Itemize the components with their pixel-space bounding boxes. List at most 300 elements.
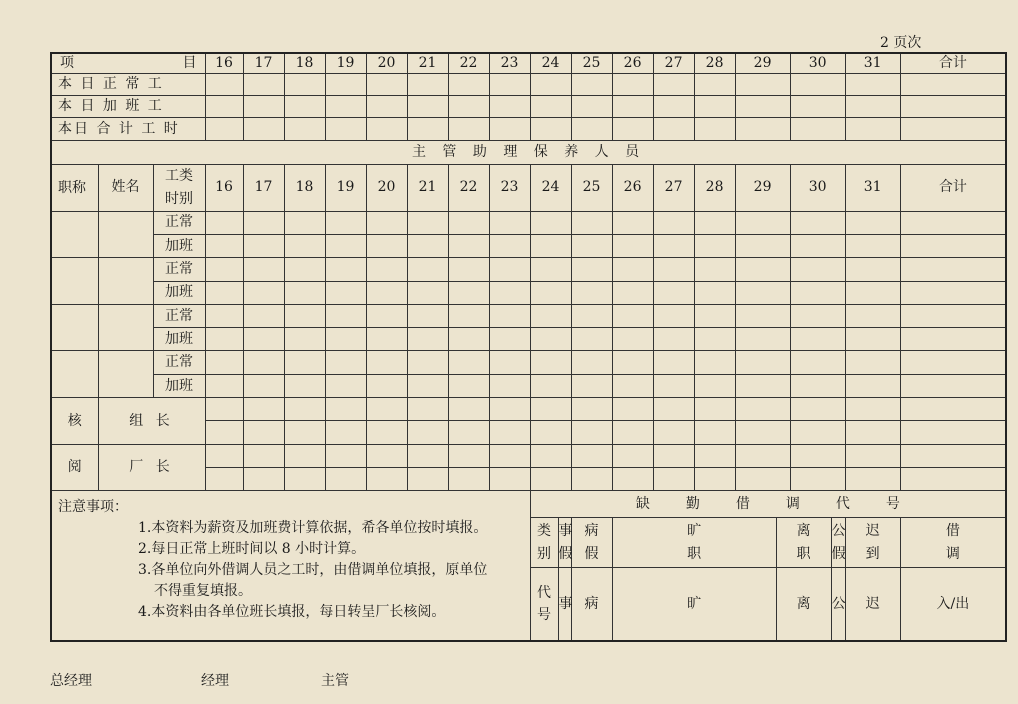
hour-cell[interactable]	[790, 351, 845, 374]
hour-cell[interactable]	[612, 304, 653, 327]
hour-cell[interactable]	[366, 374, 407, 397]
absence-code: 事	[558, 568, 571, 641]
hour-cell[interactable]	[325, 374, 366, 397]
hour-cell[interactable]	[325, 398, 366, 421]
hour-cell[interactable]	[325, 211, 366, 234]
hour-cell[interactable]	[571, 444, 612, 467]
hour-cell[interactable]	[530, 96, 571, 118]
hour-cell[interactable]	[366, 281, 407, 304]
hour-cell[interactable]	[489, 374, 530, 397]
hour-cell[interactable]	[243, 468, 284, 491]
title-header-text: 职称	[58, 179, 86, 196]
hour-cell[interactable]	[653, 234, 694, 257]
hour-cell[interactable]	[284, 468, 325, 491]
hour-cell[interactable]	[407, 421, 448, 444]
total-cell[interactable]	[900, 304, 1006, 327]
hour-cell[interactable]	[205, 96, 243, 118]
total-cell[interactable]	[900, 96, 1006, 118]
hour-cell[interactable]	[325, 281, 366, 304]
hour-cell[interactable]	[845, 96, 900, 118]
total-cell[interactable]	[900, 234, 1006, 257]
hour-cell[interactable]	[448, 328, 489, 351]
total-cell[interactable]	[900, 468, 1006, 491]
hour-cell[interactable]	[612, 374, 653, 397]
hour-cell[interactable]	[845, 258, 900, 281]
hour-cell[interactable]	[612, 398, 653, 421]
hour-cell[interactable]	[653, 444, 694, 467]
hour-cell[interactable]	[735, 444, 790, 467]
hour-cell[interactable]	[243, 73, 284, 95]
total-cell[interactable]	[900, 328, 1006, 351]
hour-cell[interactable]	[735, 304, 790, 327]
staff-name-cell[interactable]	[98, 258, 153, 305]
day-header-17: 17	[243, 164, 284, 211]
hour-cell[interactable]	[530, 304, 571, 327]
hour-cell[interactable]	[205, 118, 243, 140]
absence-code-top: 代	[537, 584, 552, 601]
hour-cell[interactable]	[243, 304, 284, 327]
summary-row	[51, 96, 1006, 118]
hour-cell[interactable]	[407, 234, 448, 257]
hour-cell[interactable]	[694, 398, 735, 421]
hour-cell[interactable]	[530, 118, 571, 140]
hour-cell[interactable]	[653, 118, 694, 140]
hour-cell[interactable]	[243, 281, 284, 304]
hour-cell[interactable]	[325, 258, 366, 281]
hour-cell[interactable]	[205, 281, 243, 304]
hour-cell[interactable]	[366, 118, 407, 140]
hour-cell[interactable]	[448, 468, 489, 491]
hour-cell[interactable]	[571, 468, 612, 491]
hour-cell[interactable]	[243, 211, 284, 234]
hour-cell[interactable]	[845, 444, 900, 467]
hour-cell[interactable]	[735, 398, 790, 421]
hour-cell[interactable]	[366, 73, 407, 95]
hour-type-label: 正常	[153, 211, 205, 234]
day-header-26: 26	[612, 164, 653, 211]
staff-name-cell[interactable]	[98, 351, 153, 398]
review-label-bottom: 阅	[51, 444, 98, 491]
hour-cell[interactable]	[284, 234, 325, 257]
hour-cell[interactable]	[653, 398, 694, 421]
hour-cell[interactable]	[205, 398, 243, 421]
notes-box	[51, 491, 530, 641]
hour-cell[interactable]	[653, 421, 694, 444]
total-cell[interactable]	[900, 118, 1006, 140]
hour-cell[interactable]	[612, 211, 653, 234]
hour-cell[interactable]	[407, 211, 448, 234]
hour-cell[interactable]	[489, 351, 530, 374]
hour-cell[interactable]	[530, 211, 571, 234]
hour-cell[interactable]	[243, 351, 284, 374]
staff-title-cell[interactable]	[51, 304, 98, 351]
absence-code: 病	[571, 568, 612, 641]
hour-cell[interactable]	[205, 444, 243, 467]
hour-cell[interactable]	[612, 258, 653, 281]
hour-cell[interactable]	[653, 328, 694, 351]
hour-cell[interactable]	[489, 304, 530, 327]
hour-cell[interactable]	[790, 304, 845, 327]
hour-cell[interactable]	[845, 234, 900, 257]
hour-cell[interactable]	[243, 328, 284, 351]
hour-cell[interactable]	[571, 374, 612, 397]
hour-cell[interactable]	[489, 96, 530, 118]
hour-cell[interactable]	[571, 304, 612, 327]
hour-cell[interactable]	[284, 444, 325, 467]
hour-cell[interactable]	[845, 304, 900, 327]
hour-cell[interactable]	[448, 304, 489, 327]
day-header-21: 21	[407, 53, 448, 73]
hour-cell[interactable]	[205, 211, 243, 234]
hour-cell[interactable]	[571, 258, 612, 281]
section-title: 主 管 助 理 保 养 人 员	[51, 140, 1006, 164]
hour-cell[interactable]	[243, 118, 284, 140]
hour-cell[interactable]	[407, 96, 448, 118]
hour-cell[interactable]	[653, 73, 694, 95]
hour-cell[interactable]	[530, 73, 571, 95]
hour-cell[interactable]	[205, 258, 243, 281]
hour-cell[interactable]	[284, 211, 325, 234]
hour-cell[interactable]	[366, 328, 407, 351]
hour-cell[interactable]	[790, 468, 845, 491]
hour-cell[interactable]	[790, 374, 845, 397]
hour-cell[interactable]	[790, 281, 845, 304]
hour-cell[interactable]	[325, 468, 366, 491]
hour-cell[interactable]	[407, 73, 448, 95]
hour-cell[interactable]	[653, 304, 694, 327]
total-cell[interactable]	[900, 421, 1006, 444]
hour-cell[interactable]	[407, 304, 448, 327]
hour-cell[interactable]	[735, 118, 790, 140]
hour-cell[interactable]	[653, 96, 694, 118]
hour-cell[interactable]	[735, 351, 790, 374]
hour-cell[interactable]	[612, 96, 653, 118]
hour-type-label: 加班	[153, 281, 205, 304]
hour-cell[interactable]	[790, 234, 845, 257]
hour-cell[interactable]	[284, 96, 325, 118]
hour-cell[interactable]	[571, 421, 612, 444]
hour-cell[interactable]	[694, 281, 735, 304]
hour-cell[interactable]	[694, 421, 735, 444]
hour-cell[interactable]	[735, 211, 790, 234]
hour-cell[interactable]	[845, 328, 900, 351]
hour-cell[interactable]	[530, 328, 571, 351]
hour-cell[interactable]	[243, 258, 284, 281]
hour-cell[interactable]	[489, 211, 530, 234]
notes-item: 2.每日正常上班时间以 8 小时计算。	[138, 541, 366, 558]
hour-cell[interactable]	[530, 258, 571, 281]
hour-cell[interactable]	[284, 73, 325, 95]
hour-cell[interactable]	[284, 281, 325, 304]
hour-cell[interactable]	[205, 73, 243, 95]
hour-cell[interactable]	[694, 374, 735, 397]
hour-cell[interactable]	[284, 351, 325, 374]
hour-cell[interactable]	[735, 421, 790, 444]
hour-cell[interactable]	[694, 304, 735, 327]
hour-cell[interactable]	[530, 444, 571, 467]
hour-cell[interactable]	[790, 328, 845, 351]
hour-cell[interactable]	[366, 258, 407, 281]
hour-cell[interactable]	[366, 304, 407, 327]
hour-cell[interactable]	[653, 258, 694, 281]
hour-cell[interactable]	[694, 468, 735, 491]
absence-code-top: 病	[584, 523, 599, 540]
hour-cell[interactable]	[530, 468, 571, 491]
hour-cell[interactable]	[366, 421, 407, 444]
hour-cell[interactable]	[735, 328, 790, 351]
summary-row	[51, 118, 1006, 140]
hour-cell[interactable]	[366, 351, 407, 374]
hour-cell[interactable]	[845, 468, 900, 491]
hour-cell[interactable]	[845, 281, 900, 304]
hour-cell[interactable]	[845, 421, 900, 444]
total-cell[interactable]	[900, 281, 1006, 304]
hour-cell[interactable]	[790, 211, 845, 234]
hour-cell[interactable]	[205, 351, 243, 374]
hour-cell[interactable]	[571, 96, 612, 118]
hour-cell[interactable]	[653, 374, 694, 397]
hour-cell[interactable]	[489, 328, 530, 351]
hour-cell[interactable]	[612, 421, 653, 444]
absence-code-top: 离	[796, 523, 811, 540]
hour-cell[interactable]	[448, 73, 489, 95]
hour-cell[interactable]	[284, 398, 325, 421]
hour-cell[interactable]	[448, 351, 489, 374]
hour-cell[interactable]	[571, 351, 612, 374]
hour-cell[interactable]	[735, 468, 790, 491]
hour-cell[interactable]	[694, 328, 735, 351]
hour-cell[interactable]	[366, 468, 407, 491]
hour-cell[interactable]	[694, 73, 735, 95]
hour-cell[interactable]	[489, 421, 530, 444]
absence-title	[530, 491, 1006, 517]
hour-cell[interactable]	[407, 258, 448, 281]
hour-cell[interactable]	[284, 118, 325, 140]
hour-cell[interactable]	[694, 234, 735, 257]
hour-cell[interactable]	[489, 468, 530, 491]
hour-cell[interactable]	[243, 444, 284, 467]
hour-cell[interactable]	[448, 234, 489, 257]
hour-cell[interactable]	[790, 258, 845, 281]
hour-cell[interactable]	[530, 421, 571, 444]
hour-cell[interactable]	[790, 444, 845, 467]
hour-cell[interactable]	[407, 351, 448, 374]
staff-row	[51, 374, 1006, 397]
hour-cell[interactable]	[243, 96, 284, 118]
hour-cell[interactable]	[735, 96, 790, 118]
hour-cell[interactable]	[448, 118, 489, 140]
hour-cell[interactable]	[407, 118, 448, 140]
hour-cell[interactable]	[571, 73, 612, 95]
hour-cell[interactable]	[612, 444, 653, 467]
notes-item: 1.本资料为薪资及加班费计算依据，希各单位按时填报。	[138, 520, 488, 537]
hour-cell[interactable]	[243, 421, 284, 444]
hour-cell[interactable]	[612, 281, 653, 304]
hour-cell[interactable]	[790, 421, 845, 444]
hour-cell[interactable]	[735, 73, 790, 95]
hour-cell[interactable]	[448, 374, 489, 397]
hour-cell[interactable]	[694, 258, 735, 281]
day-header-16: 16	[205, 164, 243, 211]
header-row	[51, 53, 1006, 73]
hour-cell[interactable]	[694, 118, 735, 140]
hour-cell[interactable]	[284, 258, 325, 281]
hour-cell[interactable]	[735, 258, 790, 281]
hour-cell[interactable]	[325, 118, 366, 140]
day-header-20: 20	[366, 164, 407, 211]
hour-cell[interactable]	[845, 118, 900, 140]
hour-cell[interactable]	[845, 374, 900, 397]
hour-cell[interactable]	[325, 73, 366, 95]
hour-cell[interactable]	[366, 211, 407, 234]
hour-cell[interactable]	[407, 468, 448, 491]
hour-cell[interactable]	[205, 304, 243, 327]
hour-cell[interactable]	[653, 281, 694, 304]
hour-cell[interactable]	[489, 73, 530, 95]
day-header-31: 31	[845, 53, 900, 73]
hour-cell[interactable]	[489, 281, 530, 304]
hour-cell[interactable]	[845, 211, 900, 234]
hour-cell[interactable]	[653, 211, 694, 234]
staff-title-cell[interactable]	[51, 211, 98, 258]
hour-cell[interactable]	[571, 118, 612, 140]
day-header-30: 30	[790, 53, 845, 73]
hour-cell[interactable]	[489, 234, 530, 257]
hour-cell[interactable]	[612, 328, 653, 351]
hour-cell[interactable]	[694, 211, 735, 234]
hour-cell[interactable]	[530, 351, 571, 374]
staff-name-cell[interactable]	[98, 304, 153, 351]
hour-cell[interactable]	[735, 234, 790, 257]
hour-cell[interactable]	[653, 468, 694, 491]
hour-cell[interactable]	[407, 281, 448, 304]
hour-cell[interactable]	[448, 96, 489, 118]
hour-cell[interactable]	[243, 374, 284, 397]
total-cell[interactable]	[900, 374, 1006, 397]
hour-cell[interactable]	[366, 234, 407, 257]
hour-cell[interactable]	[205, 468, 243, 491]
absence-code-top: 借	[945, 523, 960, 540]
day-header-25: 25	[571, 53, 612, 73]
absence-title-char: 缺	[635, 495, 650, 512]
hour-cell[interactable]	[325, 304, 366, 327]
absence-code: 公	[831, 568, 845, 641]
hour-cell[interactable]	[284, 304, 325, 327]
hour-cell[interactable]	[845, 351, 900, 374]
hour-cell[interactable]	[571, 328, 612, 351]
hour-cell[interactable]	[448, 444, 489, 467]
item-label-left: 项	[60, 54, 74, 71]
total-header: 合计	[900, 164, 1006, 211]
staff-title-cell[interactable]	[51, 351, 98, 398]
hour-cell[interactable]	[571, 281, 612, 304]
total-cell[interactable]	[900, 73, 1006, 95]
total-cell[interactable]	[900, 444, 1006, 467]
total-cell[interactable]	[900, 398, 1006, 421]
hour-cell[interactable]	[325, 328, 366, 351]
hour-cell[interactable]	[366, 398, 407, 421]
hour-cell[interactable]	[366, 444, 407, 467]
hour-cell[interactable]	[790, 96, 845, 118]
hour-cell[interactable]	[407, 398, 448, 421]
hour-cell[interactable]	[694, 351, 735, 374]
hour-cell[interactable]	[735, 374, 790, 397]
hour-cell[interactable]	[325, 96, 366, 118]
hour-cell[interactable]	[284, 328, 325, 351]
hour-cell[interactable]	[448, 421, 489, 444]
hour-cell[interactable]	[325, 421, 366, 444]
hour-cell[interactable]	[448, 281, 489, 304]
hour-cell[interactable]	[325, 351, 366, 374]
staff-title-cell[interactable]	[51, 258, 98, 305]
hour-cell[interactable]	[243, 234, 284, 257]
hour-cell[interactable]	[653, 351, 694, 374]
hour-cell[interactable]	[407, 444, 448, 467]
staff-header-row	[51, 164, 1006, 211]
hour-cell[interactable]	[530, 234, 571, 257]
summary-label: 本日 合 计 工 时	[51, 118, 205, 140]
hour-cell[interactable]	[366, 96, 407, 118]
hour-cell[interactable]	[448, 258, 489, 281]
hour-cell[interactable]	[571, 398, 612, 421]
hour-cell[interactable]	[694, 96, 735, 118]
hour-cell[interactable]	[530, 398, 571, 421]
hour-cell[interactable]	[735, 281, 790, 304]
total-cell[interactable]	[900, 351, 1006, 374]
hour-cell[interactable]	[284, 374, 325, 397]
hour-cell[interactable]	[790, 398, 845, 421]
hour-cell[interactable]	[205, 328, 243, 351]
absence-title-char: 代	[835, 495, 850, 512]
total-cell[interactable]	[900, 211, 1006, 234]
hour-cell[interactable]	[489, 444, 530, 467]
absence-code: 入/出	[900, 568, 1006, 641]
hour-cell[interactable]	[694, 444, 735, 467]
hour-cell[interactable]	[845, 398, 900, 421]
hour-cell[interactable]	[790, 73, 845, 95]
hour-cell[interactable]	[407, 374, 448, 397]
hour-cell[interactable]	[205, 421, 243, 444]
hour-cell[interactable]	[325, 234, 366, 257]
hour-cell[interactable]	[530, 374, 571, 397]
absence-title-char: 借	[735, 495, 750, 512]
hour-cell[interactable]	[530, 281, 571, 304]
hour-cell[interactable]	[612, 73, 653, 95]
hour-cell[interactable]	[448, 211, 489, 234]
hour-cell[interactable]	[571, 211, 612, 234]
hour-cell[interactable]	[489, 258, 530, 281]
hour-cell[interactable]	[407, 328, 448, 351]
hour-cell[interactable]	[284, 421, 325, 444]
hour-cell[interactable]	[790, 118, 845, 140]
hour-cell[interactable]	[612, 351, 653, 374]
staff-name-cell[interactable]	[98, 211, 153, 258]
hour-cell[interactable]	[845, 73, 900, 95]
hour-type-label: 加班	[153, 234, 205, 257]
total-cell[interactable]	[900, 258, 1006, 281]
hour-cell[interactable]	[612, 118, 653, 140]
hour-cell[interactable]	[612, 468, 653, 491]
hour-cell[interactable]	[448, 398, 489, 421]
hour-cell[interactable]	[612, 234, 653, 257]
hour-cell[interactable]	[325, 444, 366, 467]
hour-cell[interactable]	[489, 398, 530, 421]
hour-cell[interactable]	[489, 118, 530, 140]
hour-cell[interactable]	[243, 398, 284, 421]
hour-cell[interactable]	[205, 234, 243, 257]
hour-cell[interactable]	[571, 234, 612, 257]
hour-cell[interactable]	[205, 374, 243, 397]
